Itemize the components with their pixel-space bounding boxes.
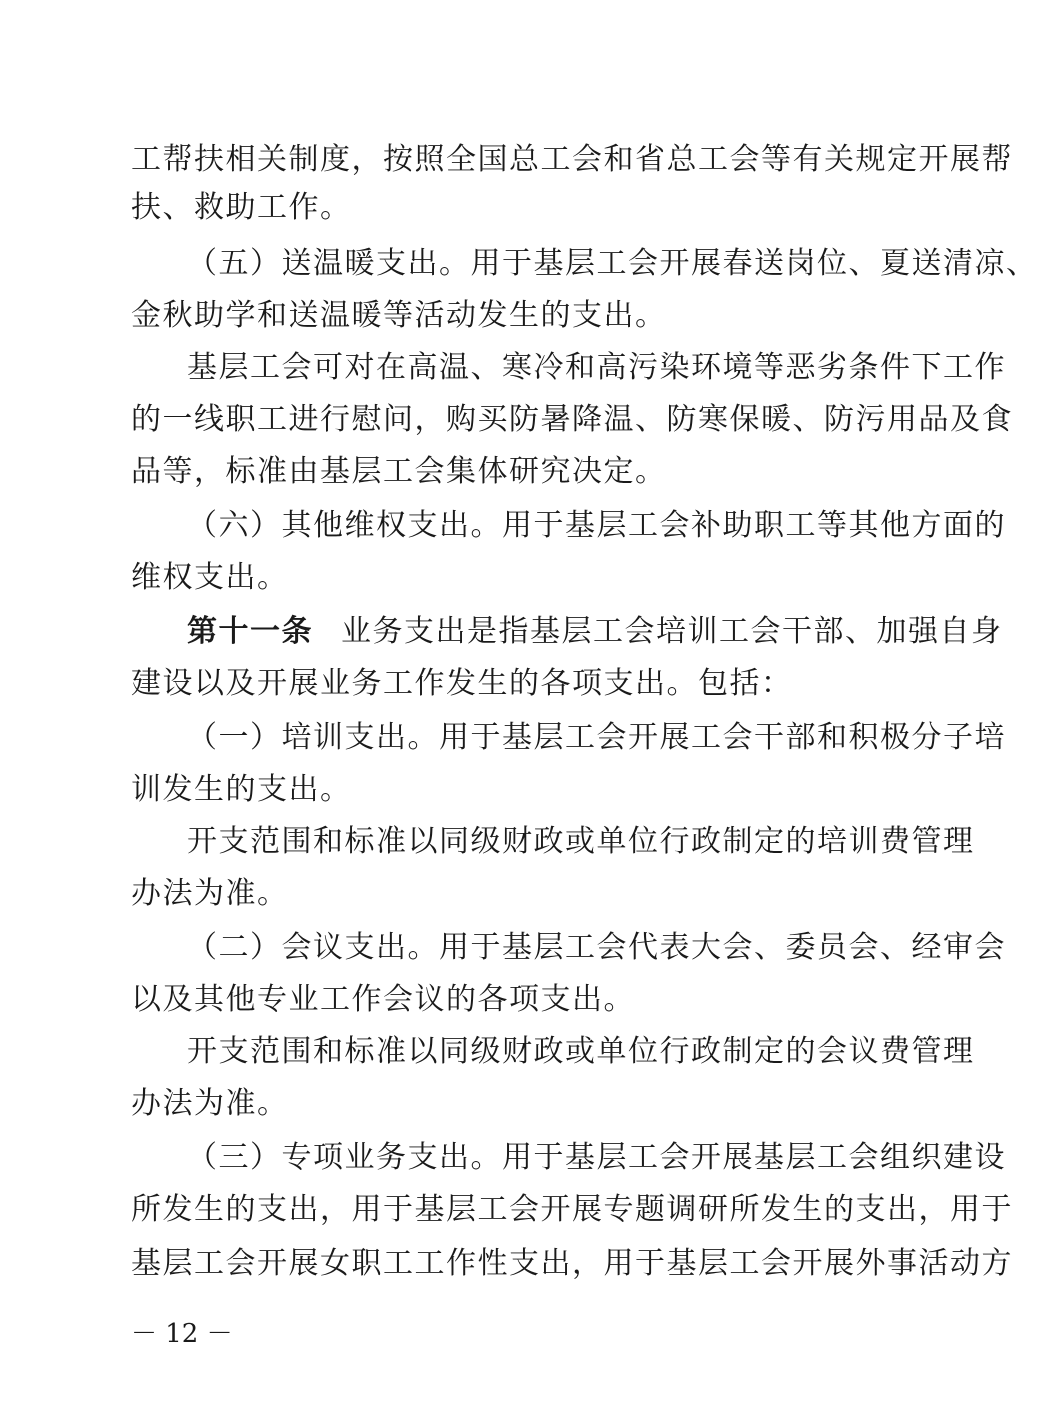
text-line: （六）其他维权支出。用于基层工会补助职工等其他方面的 [187,508,1006,543]
text-line: （二）会议支出。用于基层工会代表大会、委员会、经审会 [187,930,1006,965]
text-line: 办法为准。 [131,1086,289,1121]
text-line: 维权支出。 [131,560,289,595]
text-line: 的一线职工进行慰问，购买防暑降温、防寒保暖、防污用品及食 [131,402,1013,437]
text-line: （五）送温暖支出。用于基层工会开展春送岗位、夏送清凉、 [187,246,1038,281]
text-line: 基层工会开展女职工工作性支出，用于基层工会开展外事活动方 [131,1246,1013,1281]
text-line: 基层工会可对在高温、寒冷和高污染环境等恶劣条件下工作 [187,350,1006,385]
text-line: 所发生的支出，用于基层工会开展专题调研所发生的支出，用于 [131,1192,1013,1227]
text-line: 开支范围和标准以同级财政或单位行政制定的会议费管理 [187,1034,975,1069]
text-line: 金秋助学和送温暖等活动发生的支出。 [131,298,667,333]
text-line: （三）专项业务支出。用于基层工会开展基层工会组织建设 [187,1140,1006,1175]
text-line: 开支范围和标准以同级财政或单位行政制定的培训费管理 [187,824,975,859]
article-heading: 第十一条 [187,614,313,649]
text-line: 训发生的支出。 [131,772,352,807]
article-line [187,604,1003,660]
text-line: （一）培训支出。用于基层工会开展工会干部和积极分子培 [187,720,1006,755]
text-line: 以及其他专业工作会议的各项支出。 [131,982,635,1017]
text-line: 品等，标准由基层工会集体研究决定。 [131,454,667,489]
article-text: 业务支出是指基层工会培训工会干部、加强自身 [341,614,1003,649]
text-line: 办法为准。 [131,876,289,911]
text-line: 建设以及开展业务工作发生的各项支出。包括： [131,666,793,701]
page-number: － 12 － [131,1319,233,1349]
text-line: 扶、救助工作。 [131,190,352,225]
text-line: 工帮扶相关制度，按照全国总工会和省总工会等有关规定开展帮 [131,142,1013,177]
